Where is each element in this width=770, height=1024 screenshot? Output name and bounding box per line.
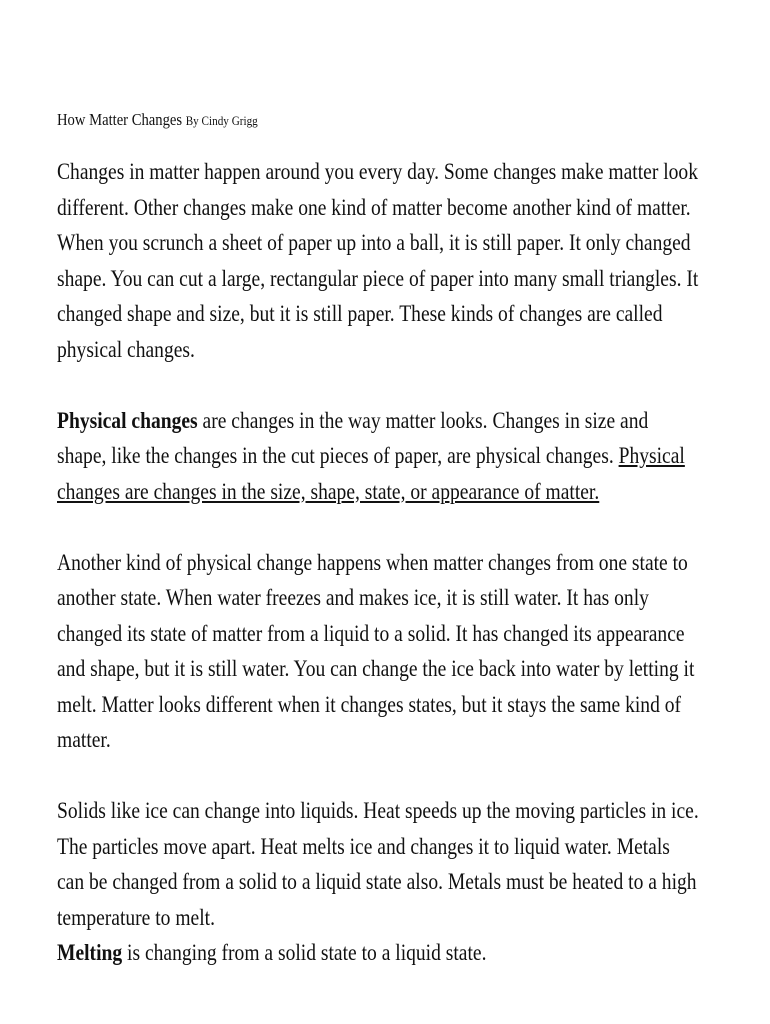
- paragraph-spacer: [57, 509, 699, 545]
- paragraph-intro: Changes in matter happen around you every day. Some changes make matter look different. Other changes make one kind of matter become another kind of matter.: [57, 159, 698, 220]
- author-byline: By Cindy Grigg: [185, 113, 258, 128]
- melting-text: Solids like ice can change into liquids. Heat speeds up the moving particles in ice. The particles move apart. Heat melts ice and changes it to liquid water. Metals can be changed from a solid to a liquid state also. Metals must be heated to a high temperature to melt.: [57, 798, 699, 930]
- physical-changes-definition: Physical changes are changes in the size, shape, state, or appearance of matter.: [57, 443, 685, 504]
- paragraph-melting: [57, 793, 699, 971]
- document-header: [57, 108, 258, 133]
- physical-changes-text: are changes in the way matter looks. Changes in size and shape, like the changes in the cut pieces of paper, are physical changes.: [57, 407, 649, 468]
- paragraph-spacer: [57, 758, 699, 794]
- paragraph-paper-example: When you scrunch a sheet of paper up into a ball, it is still paper. It only changed shape. You can cut a large, rectangular piece of paper into many small triangles. It changed shape and size, but it is still paper. These kinds of changes are called physical changes.: [57, 230, 699, 362]
- paragraph-physical-changes: [57, 403, 699, 510]
- document-title: How Matter Changes: [57, 110, 183, 129]
- melting-definition: is changing from a solid state to a liquid state.: [122, 940, 487, 965]
- document-body: [57, 154, 699, 971]
- term-physical-changes: Physical changes: [57, 407, 198, 433]
- paragraph-states: Another kind of physical change happens when matter changes from one state to another state. When water freezes and makes ice, it is still water. It has only changed its state of matter from a liquid to a solid. It has changed its appearance and shape, but it is still water. You can change the ice back into water by letting it melt. Matter looks different when it changes states, but it stays the same kind of matter.: [57, 549, 695, 752]
- paragraph-spacer: [57, 367, 699, 403]
- term-melting: Melting: [57, 940, 123, 965]
